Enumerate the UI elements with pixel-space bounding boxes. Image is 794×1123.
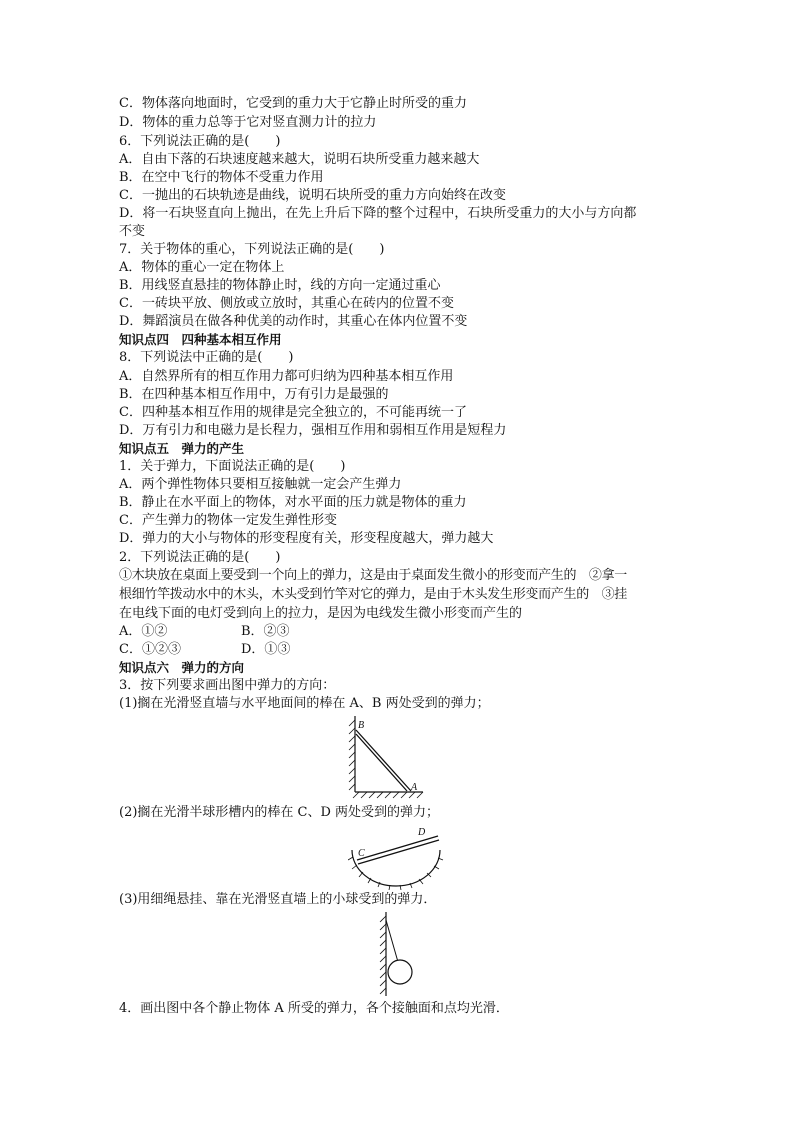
question-2-statement-line1: ①木块放在桌面上要受到一个向上的弹力，这是由于桌面发生微小的形变而产生的 ②拿一 [119,568,628,583]
option-7a: A．物体的重心一定在物体上 [119,260,285,275]
option-8a: A．自然界所有的相互作用力都可归纳为四种基本相互作用 [119,369,454,384]
fig1-label-top: B [358,720,365,731]
question-2-statement-line3: 在电线下面的电灯受到向上的拉力，是因为电线发生微小形变而产生的 [119,606,523,621]
fig1-label-bottom: A [411,782,418,793]
section-heading-5: 知识点五 弹力的产生 [119,441,245,456]
section-heading-6: 知识点六 弹力的方向 [119,660,245,675]
option-7c: C．一砖块平放、侧放或立放时，其重心在砖内的位置不变 [119,296,454,311]
rod-bowl-figure [348,824,444,890]
question-2: 2．下列说法正确的是( ) [119,550,281,565]
question-1: 1．关于弹力，下面说法正确的是( ) [119,459,346,474]
option-8b: B．在四种基本相互作用中，万有引力是最强的 [119,387,389,402]
fig2-label-right: D [418,827,426,838]
rod-wall-floor-figure [345,714,425,800]
option-6d: D．将一石块竖直向上抛出，在先上升后下降的整个过程中，石块所受重力的大小与方向都 [119,206,637,221]
section-heading-4: 知识点四 四种基本相互作用 [119,332,282,347]
option-8d: D．万有引力和电磁力是长程力，强相互作用和弱相互作用是短程力 [119,423,507,438]
option-2d: D．①③ [241,642,291,657]
option-6a: A．自由下落的石块速度越来越大，说明石块所受重力越来越大 [119,152,480,167]
option-2b: B．②③ [241,624,290,639]
question-7: 7．关于物体的重心，下列说法正确的是( ) [119,242,385,257]
option-7b: B．用线竖直悬挂的物体静止时，线的方向一定通过重心 [119,278,441,293]
question-3-part-1: (1)搁在光滑竖直墙与水平地面间的棒在 A、B 两处受到的弹力； [119,696,490,711]
option-1d: D．弹力的大小与物体的形变程度有关，形变程度越大，弹力越大 [119,531,494,546]
question-6: 6．下列说法正确的是( ) [119,134,281,149]
question-2-statement-line2: 根细竹竿拨动水中的木头，木头受到竹竿对它的弹力，是由于木头发生形变而产生的 ③挂 [119,587,628,602]
option-5d: D．物体的重力总等于它对竖直测力计的拉力 [119,115,377,130]
question-3-part-3: (3)用细绳悬挂、靠在光滑竖直墙上的小球受到的弹力． [119,892,437,907]
option-5c: C．物体落向地面时，它受到的重力大于它静止时所受的重力 [119,96,467,111]
fig2-label-left: C [358,848,365,859]
option-6c: C．一抛出的石块轨迹是曲线，说明石块所受的重力方向始终在改变 [119,188,506,203]
option-7d: D．舞蹈演员在做各种优美的动作时，其重心在体内位置不变 [119,314,468,329]
ball-against-wall-figure [376,912,420,996]
option-2c: C．①②③ [119,642,181,657]
option-2a: A．①② [119,624,168,639]
question-8: 8．下列说法中正确的是( ) [119,350,294,365]
option-8c: C．四种基本相互作用的规律是完全独立的，不可能再统一了 [119,405,467,420]
question-3: 3．按下列要求画出图中弹力的方向： [119,678,336,693]
question-4: 4．画出图中各个静止物体 A 所受的弹力，各个接触面和点均光滑． [119,1001,509,1016]
option-1a: A．两个弹性物体只要相互接触就一定会产生弹力 [119,477,402,492]
option-6d-cont: 不变 [119,224,146,239]
option-6b: B．在空中飞行的物体不受重力作用 [119,170,324,185]
option-1c: C．产生弹力的物体一定发生弹性形变 [119,513,337,528]
question-3-part-2: (2)搁在光滑半球形槽内的棒在 C、D 两处受到的弹力； [119,805,440,820]
option-1b: B．静止在水平面上的物体，对水平面的压力就是物体的重力 [119,495,467,510]
